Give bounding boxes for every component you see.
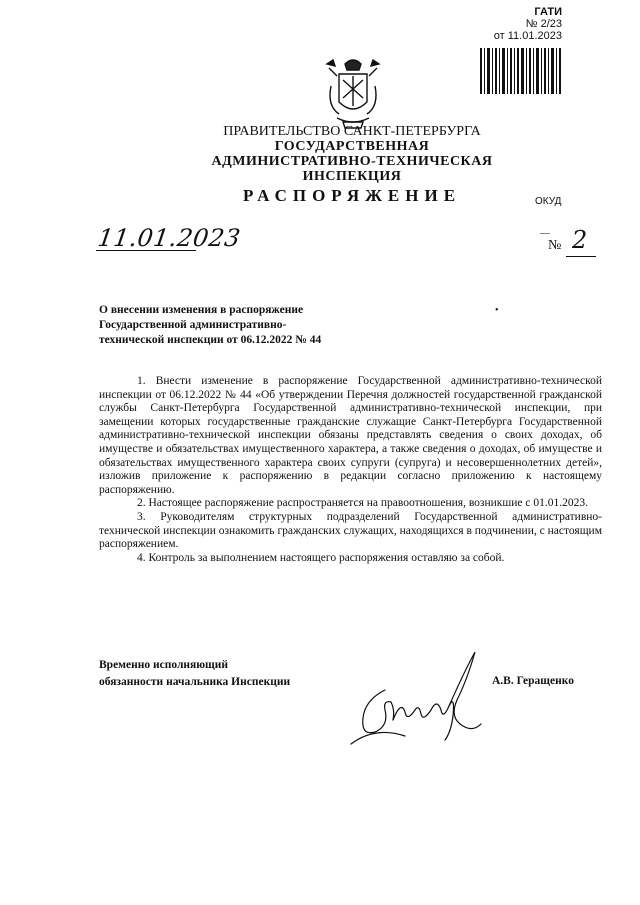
dot-mark: • <box>495 305 499 316</box>
paragraph-4: 4. Контроль за выполнением настоящего распоряжения оставляю за собой. <box>137 551 505 564</box>
org-name-line-3: ИНСПЕКЦИЯ <box>302 169 402 184</box>
registration-stamp <box>494 6 562 42</box>
position-line-1: Временно исполняющий <box>99 659 228 671</box>
dash-mark: — <box>540 228 550 239</box>
paragraph-2: 2. Настоящее распоряжение распространяется на правоотношения, возникшие с 01.01.2023. <box>137 497 588 510</box>
org-name-line-1: ГОСУДАРСТВЕННАЯ <box>274 139 430 154</box>
date-underline <box>96 250 196 251</box>
subject-line-1: О внесении изменения в распоряжение <box>99 304 304 316</box>
paragraph-3: 3. Руководителям структурных подразделений Государственной административно-технической инспекции ознакомить гражданских служащих, находящихся в подчинении, с настоящим распоряжением. <box>99 510 602 551</box>
document-subject <box>99 303 399 348</box>
number-label: № <box>548 238 562 253</box>
org-name-line-2: АДМИНИСТРАТИВНО-ТЕХНИЧЕСКАЯ <box>211 154 493 169</box>
subject-line-2: Государственной административно- <box>99 319 287 331</box>
stamp-number: № 2/23 <box>525 18 562 30</box>
document-number: 2 <box>572 226 588 254</box>
stamp-date: от 11.01.2023 <box>493 30 562 42</box>
document-type: РАСПОРЯЖЕНИЕ <box>242 186 462 205</box>
number-underline <box>566 256 596 257</box>
paragraph-1: 1. Внести изменение в распоряжение Государственной административно-технической инспекции от 06.12.2022 № 44 «Об утверждении Перечня должностей государственной гражданской службы Санкт-Петербурга Государственной административно-технической инспекции, при замещении которых государственные гражданские служащие Санкт-Петербурга Государственной административно-технической инспекции обязаны представлять сведения о своих доходах, об имуществе и обязательствах имущественного характера, а также сведения о доходах, об имуществе и обязательствах имущественного характера своих супруги (супруга) и несовершеннолетних детей», изложив приложение к распоряжению в редакции согласно приложению к настоящему распоряжению. <box>99 375 602 496</box>
okud-label: ОКУД <box>535 196 562 207</box>
handwritten-signature-icon <box>345 640 485 750</box>
position-line-2: обязанности начальника Инспекции <box>99 676 291 688</box>
document-header <box>0 124 640 206</box>
government-name: ПРАВИТЕЛЬСТВО САНКТ-ПЕТЕРБУРГА <box>223 124 481 139</box>
stamp-agency: ГАТИ <box>534 6 562 18</box>
barcode <box>480 48 562 94</box>
signatory-name: А.В. Геращенко <box>492 675 574 687</box>
document-date: 11.01.2023 <box>96 224 243 252</box>
subject-line-3: технической инспекции от 06.12.2022 № 44 <box>99 334 322 346</box>
signatory-position <box>99 657 339 691</box>
document-body <box>99 375 602 565</box>
